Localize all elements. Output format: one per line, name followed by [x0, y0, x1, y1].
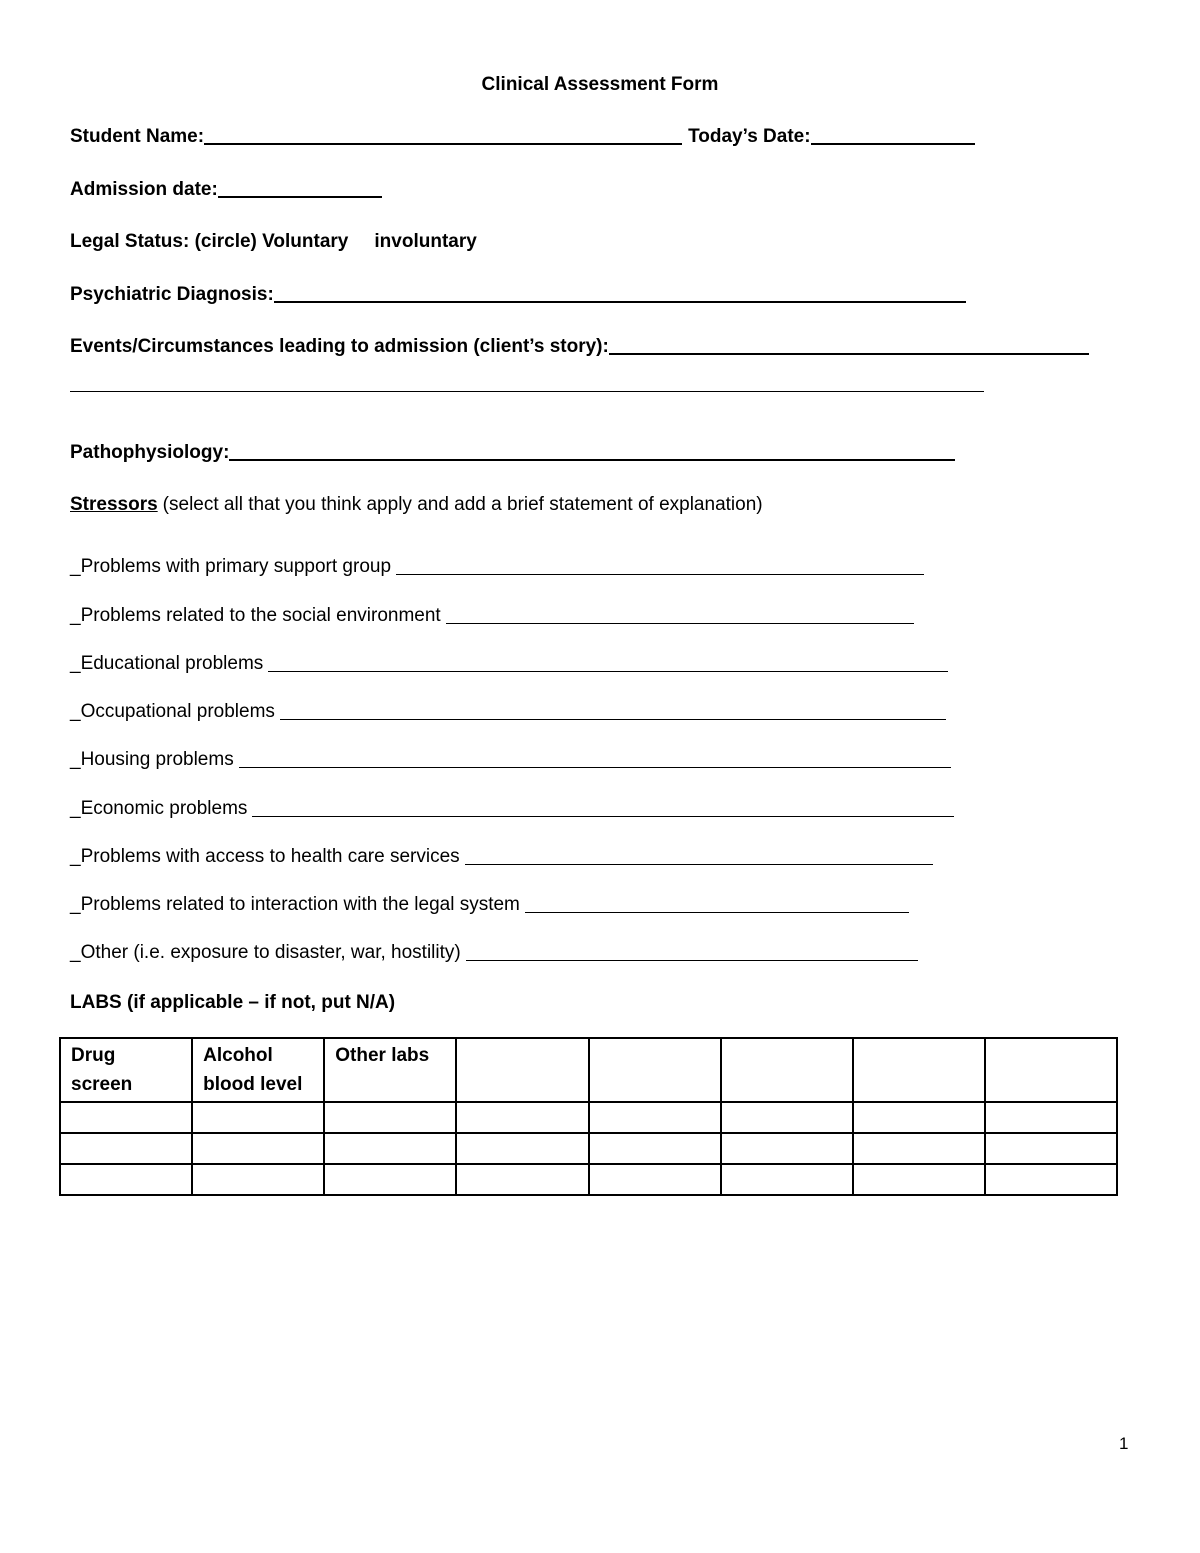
stressor-explanation-field[interactable] — [280, 718, 946, 720]
labs-cell[interactable] — [985, 1164, 1117, 1195]
psychiatric-diagnosis-field[interactable] — [274, 300, 966, 303]
stressor-item — [70, 846, 933, 868]
labs-cell[interactable] — [589, 1102, 721, 1133]
stressor-label[interactable]: _Problems with primary support group — [70, 556, 392, 577]
stressor-explanation-field[interactable] — [268, 670, 948, 672]
student-name-field[interactable] — [204, 142, 682, 145]
stressor-label[interactable]: _Problems related to the social environment — [70, 605, 441, 626]
labs-cell[interactable] — [456, 1102, 588, 1133]
stressor-label[interactable]: _Problems related to interaction with the legal system — [70, 894, 520, 915]
admission-date-field[interactable] — [218, 195, 382, 198]
labs-column-header: Alcohol blood level — [192, 1038, 324, 1102]
stressor-explanation-field[interactable] — [239, 766, 951, 768]
labs-cell[interactable] — [853, 1133, 985, 1164]
stressor-explanation-field[interactable] — [525, 911, 909, 913]
stressor-label[interactable]: _Occupational problems — [70, 701, 275, 722]
table-row — [60, 1133, 1117, 1164]
events-continuation-field[interactable] — [70, 390, 984, 392]
table-row — [60, 1164, 1117, 1195]
legal-status-row — [70, 231, 477, 253]
labs-column-header: Other labs — [324, 1038, 456, 1102]
stressor-label[interactable]: _Problems with access to health care services — [70, 846, 460, 867]
labs-cell[interactable] — [721, 1164, 853, 1195]
events-field[interactable] — [609, 352, 1089, 355]
stressor-label[interactable]: _Housing problems — [70, 749, 234, 770]
page-title: Clinical Assessment Form — [481, 74, 719, 95]
labs-column-header — [589, 1038, 721, 1102]
student-name-row — [70, 126, 975, 148]
legal-status-label[interactable]: Legal Status: (circle) Voluntary — [70, 231, 349, 252]
legal-status-involuntary[interactable]: involuntary — [374, 231, 477, 252]
todays-date-field[interactable] — [811, 142, 975, 145]
psychiatric-diagnosis-row — [70, 284, 966, 306]
stressor-item — [70, 556, 924, 578]
labs-cell[interactable] — [60, 1102, 192, 1133]
labs-cell[interactable] — [853, 1102, 985, 1133]
labs-column-header: Drug screen — [60, 1038, 192, 1102]
table-row — [60, 1102, 1117, 1133]
labs-cell[interactable] — [985, 1133, 1117, 1164]
stressor-item — [70, 605, 914, 627]
labs-cell[interactable] — [192, 1164, 324, 1195]
labs-heading: LABS (if applicable – if not, put N/A) — [70, 992, 396, 1013]
labs-cell[interactable] — [192, 1133, 324, 1164]
stressor-label[interactable]: _Educational problems — [70, 653, 264, 674]
stressor-explanation-field[interactable] — [396, 573, 924, 575]
stressor-item — [70, 798, 954, 820]
labs-column-header — [456, 1038, 588, 1102]
admission-date-label: Admission date: — [70, 179, 218, 200]
labs-cell[interactable] — [985, 1102, 1117, 1133]
labs-cell[interactable] — [721, 1133, 853, 1164]
labs-table — [59, 1037, 1118, 1196]
labs-header-row — [60, 1038, 1117, 1102]
pathophysiology-field[interactable] — [229, 458, 955, 461]
labs-heading-row — [70, 992, 395, 1014]
labs-cell[interactable] — [324, 1133, 456, 1164]
labs-cell[interactable] — [60, 1133, 192, 1164]
stressor-item — [70, 749, 951, 771]
labs-column-header — [985, 1038, 1117, 1102]
stressor-item — [70, 942, 918, 964]
stressor-explanation-field[interactable] — [465, 863, 933, 865]
labs-cell[interactable] — [324, 1102, 456, 1133]
labs-cell[interactable] — [589, 1164, 721, 1195]
stressor-explanation-field[interactable] — [466, 959, 918, 961]
labs-column-header — [853, 1038, 985, 1102]
events-row — [70, 336, 1089, 358]
student-name-label: Student Name: — [70, 126, 205, 147]
pathophysiology-row — [70, 442, 955, 464]
stressor-item — [70, 701, 946, 723]
labs-cell[interactable] — [60, 1164, 192, 1195]
events-label: Events/Circumstances leading to admission (client’s story): — [70, 336, 609, 357]
stressors-instruction: (select all that you think apply and add a brief statement of explanation) — [162, 494, 763, 515]
stressors-heading-row — [70, 494, 763, 516]
stressor-label[interactable]: _Economic problems — [70, 798, 248, 819]
labs-cell[interactable] — [589, 1133, 721, 1164]
stressor-item — [70, 653, 948, 675]
stressor-item — [70, 894, 909, 916]
stressors-heading: Stressors — [70, 494, 158, 515]
page-number: 1 — [1119, 1434, 1129, 1453]
labs-column-header — [721, 1038, 853, 1102]
labs-cell[interactable] — [192, 1102, 324, 1133]
todays-date-label: Today’s Date: — [688, 126, 811, 147]
labs-cell[interactable] — [721, 1102, 853, 1133]
pathophysiology-label: Pathophysiology: — [70, 442, 230, 463]
stressor-label[interactable]: _Other (i.e. exposure to disaster, war, hostility) — [70, 942, 461, 963]
stressor-explanation-field[interactable] — [446, 622, 914, 624]
psychiatric-diagnosis-label: Psychiatric Diagnosis: — [70, 284, 274, 305]
labs-cell[interactable] — [853, 1164, 985, 1195]
labs-cell[interactable] — [324, 1164, 456, 1195]
stressor-explanation-field[interactable] — [252, 815, 954, 817]
labs-cell[interactable] — [456, 1164, 588, 1195]
labs-cell[interactable] — [456, 1133, 588, 1164]
admission-date-row — [70, 179, 382, 201]
events-continuation-row — [70, 390, 984, 395]
